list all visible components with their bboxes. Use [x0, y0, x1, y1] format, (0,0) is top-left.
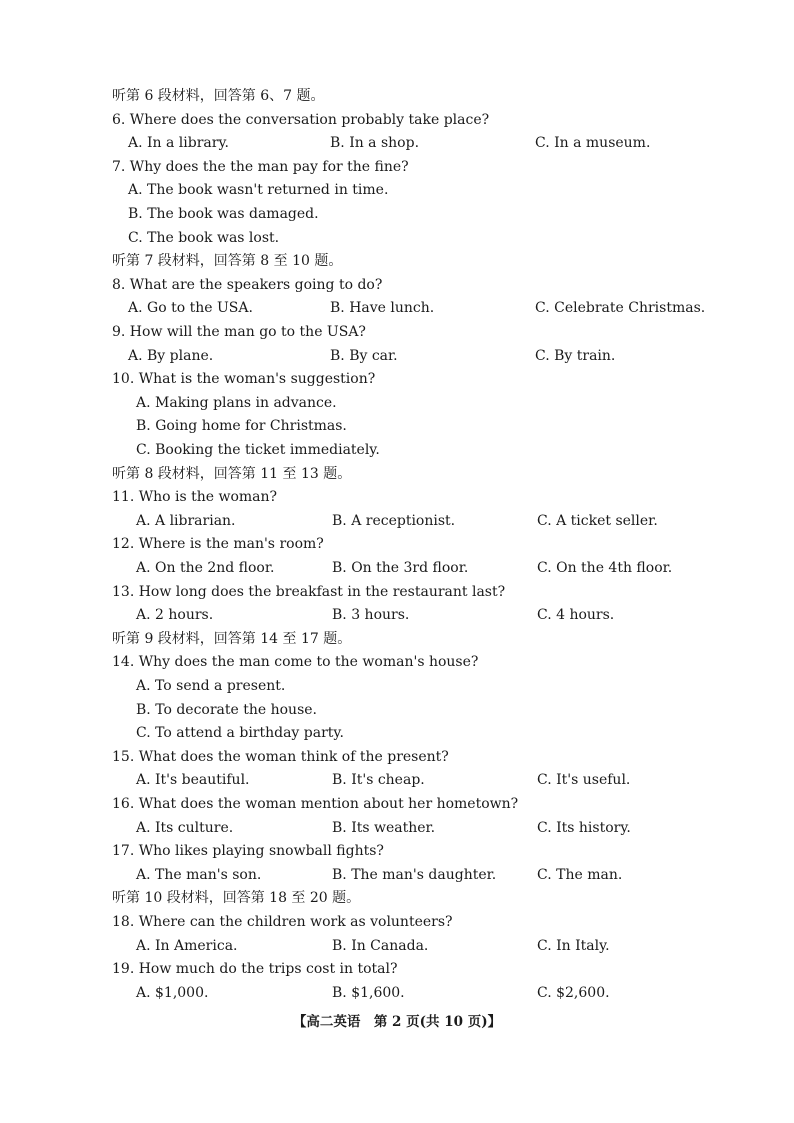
answer-option: A. In a library. [128, 135, 229, 152]
option-row [0, 865, 794, 885]
answer-option: C. The book was lost. [128, 229, 280, 246]
answer-option: A. The book wasn't returned in time. [128, 182, 389, 199]
answer-option: A. By plane. [128, 347, 214, 364]
answer-option: C. Booking the ticket immediately. [136, 442, 380, 458]
question-text: 9. How will the man go to the USA? [112, 324, 366, 340]
option-row [0, 936, 794, 956]
answer-option: A. 2 hours. [136, 607, 214, 624]
option-row [0, 511, 794, 531]
answer-option: B. It's cheap. [332, 772, 425, 789]
section-heading: 听第 6 段材料，回答第 6、7 题。 [112, 88, 325, 104]
option-row [0, 346, 794, 366]
question-text: 15. What does the woman think of the present? [112, 748, 449, 765]
question-text: 6. Where does the conversation probably take place? [112, 111, 490, 128]
option-row [0, 818, 794, 838]
answer-option: C. $2,600. [537, 984, 610, 1001]
option-row [0, 605, 794, 625]
answer-option: A. It's beautiful. [136, 772, 250, 789]
answer-option: A. $1,000. [136, 984, 209, 1001]
question-text: 18. Where can the children work as volunteers? [112, 914, 453, 930]
answer-option: B. $1,600. [332, 984, 405, 1001]
question-text: 16. What does the woman mention about her hometown? [112, 796, 519, 812]
answer-option: B. By car. [330, 347, 398, 364]
answer-option: B. In a shop. [330, 135, 420, 152]
question-text: 10. What is the woman's suggestion? [112, 371, 376, 388]
answer-option: B. To decorate the house. [136, 701, 317, 718]
answer-option: A. To send a present. [136, 678, 286, 694]
option-row [0, 558, 794, 578]
answer-option: C. A ticket seller. [537, 512, 658, 529]
answer-option: B. A receptionist. [332, 512, 456, 529]
question-text: 11. Who is the woman? [112, 489, 278, 506]
answer-option: C. On the 4th floor. [537, 560, 673, 576]
answer-option: A. Its culture. [136, 819, 234, 836]
answer-option: A. Making plans in advance. [136, 394, 337, 411]
question-text: 19. How much do the trips cost in total? [112, 961, 398, 978]
answer-option: C. In a museum. [535, 135, 651, 152]
answer-option: B. Its weather. [332, 819, 436, 836]
answer-option: C. Celebrate Christmas. [535, 300, 706, 317]
answer-option: C. 4 hours. [537, 607, 615, 624]
section-heading: 听第 9 段材料，回答第 14 至 17 题。 [112, 630, 352, 647]
answer-option: B. The man's daughter. [332, 866, 497, 883]
answer-option: C. Its history. [537, 819, 631, 836]
answer-option: A. In America. [136, 937, 238, 954]
answer-option: B. The book was damaged. [128, 206, 319, 222]
option-row [0, 133, 794, 153]
answer-option: C. The man. [537, 866, 623, 883]
answer-option: B. Have lunch. [330, 300, 435, 317]
section-heading: 听第 10 段材料，回答第 18 至 20 题。 [112, 890, 361, 907]
answer-option: B. In Canada. [332, 937, 429, 954]
question-text: 14. Why does the man come to the woman's house? [112, 654, 479, 671]
answer-option: C. It's useful. [537, 772, 631, 789]
question-text: 8. What are the speakers going to do? [112, 276, 383, 293]
answer-option: B. 3 hours. [332, 607, 410, 624]
answer-option: B. Going home for Christmas. [136, 418, 347, 435]
section-heading: 听第 7 段材料，回答第 8 至 10 题。 [112, 253, 343, 270]
option-row [0, 770, 794, 790]
option-row [0, 983, 794, 1003]
option-row [0, 298, 794, 318]
question-text: 7. Why does the the man pay for the fine? [112, 158, 409, 175]
answer-option: C. In Italy. [537, 937, 610, 954]
answer-option: A. The man's son. [136, 866, 262, 883]
section-heading: 听第 8 段材料，回答第 11 至 13 题。 [112, 465, 352, 482]
answer-option: A. Go to the USA. [128, 300, 253, 317]
question-text: 13. How long does the breakfast in the restaurant last? [112, 583, 506, 600]
page-footer: 【高二英语 第 2 页(共 10 页)】 [292, 1014, 502, 1030]
answer-option: A. A librarian. [136, 512, 236, 529]
answer-option: B. On the 3rd floor. [332, 560, 469, 576]
answer-option: C. By train. [535, 347, 616, 364]
answer-option: C. To attend a birthday party. [136, 725, 344, 742]
answer-option: A. On the 2nd floor. [136, 560, 275, 576]
question-text: 12. Where is the man's room? [112, 536, 324, 553]
question-text: 17. Who likes playing snowball fights? [112, 843, 384, 860]
